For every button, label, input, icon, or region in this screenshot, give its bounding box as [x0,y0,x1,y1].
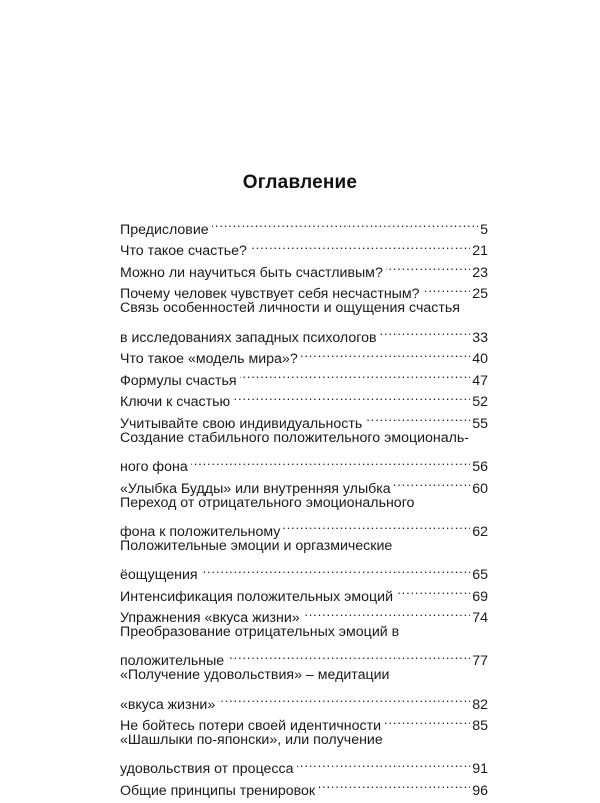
dot-leader [423,277,471,299]
toc-entry-title: Почему человек чувствует себя несчастным? [120,286,420,303]
toc-entry-line-last [120,644,488,670]
toc-entry-title: удовольствия от процесса [120,761,294,778]
toc-page-number: 60 [472,480,488,497]
toc-entry [120,730,488,778]
toc-entry-title: Не бойтесь потери своей идентичности [120,718,382,735]
toc-page-number: 91 [472,761,488,778]
toc-entry [120,622,488,670]
toc-entry-line-last [120,514,488,540]
dot-leader [384,709,470,731]
toc-entry-title: Положительные эмоции и оргазмические [120,537,393,554]
dot-leader [250,234,470,256]
toc-entry [120,493,488,540]
toc-entry-title: Предисловие [120,221,209,238]
toc-entry-title: фона к положительному [120,523,281,540]
toc-entry-title: «Шашлыки по-японски», или получение [120,732,383,749]
toc-entry-line [120,493,488,515]
toc-entry-title: «Получение удовольствия» – медитации [120,667,390,684]
dot-leader [283,514,470,536]
page-title: Оглавление [242,172,358,193]
toc-page-number: 96 [472,783,488,800]
toc-page-number: 85 [472,718,488,735]
dot-leader [240,363,471,385]
dot-leader [396,579,470,601]
toc-entry-title: Общие принципы тренировок [120,783,316,800]
toc-entry-line [120,536,488,558]
dot-leader [218,687,470,709]
toc-entry-line-last [120,320,488,346]
toc-page-number: 52 [472,394,488,411]
toc-entry-line-last [120,687,488,713]
toc-entry-title: Учитывайте свою индивидуальность [120,415,363,432]
toc-entry-title: Что такое счастье? [120,243,247,260]
toc-page-number: 33 [472,329,488,346]
toc-entry-line [120,298,488,320]
toc-entry-line-last [120,450,488,476]
toc-entry [120,298,488,346]
toc-entry-line [120,428,488,450]
dot-leader [365,406,470,428]
toc-entry-title: Интенсификация положительных эмоций [120,588,393,605]
toc-page-number: 69 [472,588,488,605]
toc-entry-title: Переход от отрицательного эмоционального [120,494,415,511]
dot-leader [227,644,470,666]
toc-entry-title: ного фона [120,459,188,476]
toc-entry-title: Что такое «модель мира»? [120,351,298,368]
toc-entry [120,212,488,238]
toc-page-number: 21 [472,243,488,260]
toc-entry-title: Можно ли научиться быть счастливым? [120,264,383,281]
toc-entry-title: Создание стабильного положительного эмоциональ- [120,429,470,446]
table-of-contents [120,212,488,800]
toc-entry-title: Ключи к счастью [120,394,231,411]
toc-entry-line-last [120,558,488,584]
toc-entry-title: Упражнения «вкуса жизни» [120,610,300,627]
toc-entry-title: Преобразование отрицательных эмоций в [120,624,400,641]
dot-leader [301,342,471,364]
toc-page-number: 82 [472,696,488,713]
dot-leader [201,558,471,580]
toc-page-number: 23 [472,264,488,281]
toc-page-number: 56 [472,459,488,476]
toc-page-number: 25 [472,286,488,303]
toc-entry-line-last [120,752,488,778]
toc-entry [120,428,488,476]
dot-leader [318,773,470,795]
toc-entry-line [120,622,488,644]
dot-leader [233,385,470,407]
dot-leader [394,471,471,493]
toc-entry-title: «вкуса жизни» [120,696,216,713]
toc-entry-line [120,730,488,752]
toc-page-number: 65 [472,567,488,584]
toc-page-number: 47 [472,372,488,389]
dot-leader [297,752,471,774]
toc-page-number: 77 [472,653,488,670]
toc-page-number: 5 [480,221,488,238]
toc-entry-title: положительные [120,653,225,670]
toc-entry [120,536,488,584]
toc-entry-title: «Улыбка Будды» или внутренняя улыбка [120,480,391,497]
toc-page-number: 62 [472,523,488,540]
toc-entry-title: Связь особенностей личности и ощущения счастья [120,300,460,317]
dot-leader [212,212,478,234]
dot-leader [303,601,471,623]
toc-entry-title: ёощущения [120,567,198,584]
toc-page-number: 40 [472,351,488,368]
toc-page-number: 55 [472,415,488,432]
toc-entry-line-last [120,212,488,238]
toc-page-number: 74 [472,610,488,627]
toc-entry-title: в исследованиях западных психологов [120,329,377,346]
toc-entry-line [120,665,488,687]
toc-entry-title: Формулы счастья [120,372,237,389]
dot-leader [380,320,471,342]
toc-entry [120,665,488,713]
dot-leader [386,255,470,277]
dot-leader [191,450,471,472]
